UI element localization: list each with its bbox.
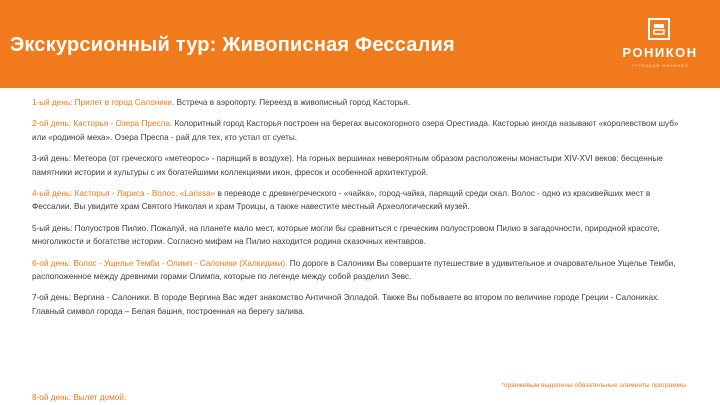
logo-subtitle: ТУРЕЦКАЯ МАЗИНЕС [631,63,689,68]
day-1 [32,96,680,109]
footnote: *оранжевым выделены обязательные элементы программы [501,382,686,389]
day-6-lead: 6-ой день: Волос - Ущелье Темби - Олимп - Салоники (Халкидики). [32,258,288,268]
day-8: 8-ой день: Вылет домой. [32,393,127,402]
header-banner [0,0,720,88]
logo-name: РОНИКОН [622,45,698,60]
day-7-text: 7-ой день: Вергина - Салоники. В городе Вергина Вас ждет знакомство Античной Элладой. Также Вы побываете во втором по величине городе Греции - Салониках. Главный символ города – Белая башня, построенная на берегу залива. [32,293,660,316]
day-2 [32,117,680,144]
day-2-lead: 2-ой день: Касторья - Озера Пресла. [32,119,173,129]
day-3 [32,152,680,179]
company-logo [608,18,712,74]
day-2-text: Колоритный город Касторья построен на берегах высокогорного озера Орестиада. Касторью иногда называют «королевством шуб» или «родиной меха». Озера Преспа - рай для тех, кто устал от суеты. [32,119,679,142]
day-1-text: Встреча в аэропорту. Переезд в живописный город Касторья. [174,98,411,107]
day-3-text: 3-ий день: Метеора (от греческого «метеорос» - парящий в воздухе). На горных вершинах невероятным образом расположены монастыри XIV-XVI веков: бесценные памятники истории и культуры с их богатейшими коллекциями икон, фресок и особенной архитектурой. [32,154,663,177]
page-title: Экскурсионный тур: Живописная Фессалия [10,34,455,56]
day-4-lead: 4-ый день: Касторья - Лариса - Волос. «Larissa» [32,189,216,199]
day-5 [32,222,680,249]
logo-mark-icon [648,18,670,40]
day-5-text: 5-ый день: Полуостров Пилио. Пожалуй, на планете мало мест, которые могли бы сравниться с греческим полуостровом Пилио в загадочности, природной красоте, многоликости и богатстве истории. Согласно мифам на Пилио находится родина сказочных кентавров. [32,223,660,247]
itinerary [32,96,680,318]
day-4 [32,187,680,214]
day-1-lead: 1-ый день: Прилет в город Салоники. [32,98,175,107]
day-7 [32,291,680,318]
day-6 [32,257,680,284]
day-4-text: в переводе с древнегреческого - «чайка», город-чайка, парящий среди скал. Волос - одно из красивейших мест в Фессалии. Вы увидите храм Святого Николая и храм Троицы, а также навестите местный Археологический музей. [32,189,651,212]
day-6-text: По дороге в Салоники Вы совершите путешествие в удивительное и очаровательное Ущелье Темби, расположенное между древними горами Олимпа, которые по легенде между собой разделил Зевс. [32,258,676,282]
